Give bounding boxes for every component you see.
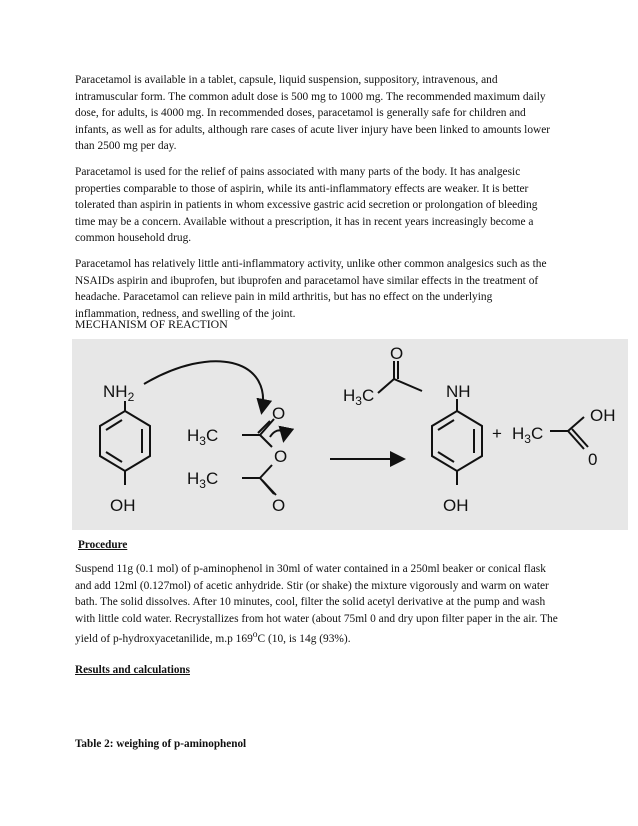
table-caption: Table 2: weighing of p-aminophenol [75, 738, 247, 750]
h3c-product-label: $H_3C$ [343, 386, 375, 408]
paragraph-dosage: Paracetamol is available in a tablet, capsule, liquid suspension, suppository, intravenous, and intramuscular form. The common adult dose is 500 mg to 1000 mg. The recommended maximum daily dose, for adults, is 4000 mg. In recommended doses, paracetamol is generally safe for children and infants, as well as for adults, although rare cases of acute liver injury have been linked to amounts lower than 2500 mg per day. [75, 74, 551, 153]
nh2-label: $NH_2$ [103, 382, 135, 404]
h3c-acid-label: $H_3C$ [512, 424, 544, 446]
paragraph-anti-inflammatory: Paracetamol has relatively little anti-inflammatory activity, unlike other common analgesics such as the NSAIDs aspirin and ibuprofen, but ibuprofen and paracetamol have similar effects in the treatment of headache. Paracetamol can relieve pain in mild arthritis, but has no effect on the underlying inflammation, redness, and swelling of the joint. [75, 258, 547, 320]
product-carbonyl-o: O [390, 344, 404, 363]
h3c-top-label: $H_3C$ [187, 426, 219, 448]
oh-product-label: OH [443, 496, 469, 515]
oh-label-reactant: OH [110, 496, 136, 515]
electron-arrow [270, 430, 284, 439]
results-heading: Results and calculations [75, 664, 190, 676]
reaction-scheme [72, 339, 628, 530]
attack-arrow [144, 361, 263, 411]
procedure-text: Suspend 11g (0.1 mol) of p-aminophenol in 30ml of water contained in a 250ml beaker or conical flask and add 12ml (0.127mol) of acetic anhydride. Stir (or shake) the mixture vigorously and warm on water bath. The solid dissolves. After 10 minutes, cool, filter the solid acetyl derivative at the pump and wash with little cold water. Recrystallizes from hot water (about 75ml 0 and dry upon filter paper in the air. The yield of p-hydroxyacetanilide, m.p 169$^o$C (10, is 14g (93%). [75, 563, 558, 646]
oh-acid-label: OH [590, 406, 616, 425]
plus-sign: + [492, 424, 502, 443]
carbonyl-o-top: O [272, 404, 286, 423]
nh-product-label: NH [446, 382, 471, 401]
reaction-mechanism-figure [72, 339, 628, 530]
carbonyl-o-bottom: O [272, 496, 286, 515]
o-acid-label: 0 [588, 450, 598, 469]
paragraph-uses: Paracetamol is used for the relief of pains associated with many parts of the body. It has analgesic properties comparable to those of aspirin, while its anti-inflammatory effects are weaker. It is better tolerated than aspirin in patients in whom excessive gastric acid secretion or prolongation of bleeding time may be a concern. Available without a prescription, it has in recent years increasingly become a common household drug. [75, 166, 538, 245]
h3c-bottom-label: $H_3C$ [187, 469, 219, 491]
mechanism-heading: MECHANISM OF REACTION [75, 317, 228, 331]
bridge-o-label: O [274, 447, 288, 466]
degree-superscript: o [252, 630, 258, 641]
procedure-heading: Procedure [78, 539, 128, 551]
